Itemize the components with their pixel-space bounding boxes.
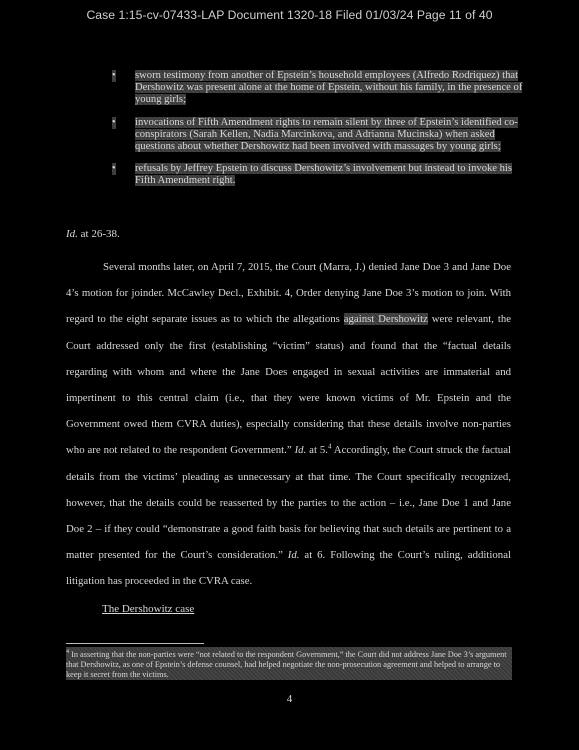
id-citation-pages: at 26-38. — [77, 228, 120, 240]
page-number: 4 — [286, 693, 293, 705]
paragraph-text-3: at 5. — [306, 444, 328, 457]
id-citation-italic: Id. — [66, 228, 78, 240]
footnote — [66, 647, 512, 680]
paragraph-text-4: Accordingly, the Court struck the factual details from the victims’ pleading as unnecessary at that time. The Court specifically recognized, however, that the details could be reasserted by the parties to the action – i.e., Jane Doe 1 and Jane Doe 2 – if they could “demonstrate a good faith basis for believing that such details are pertinent to a matter presented for the Court’s consideration.” — [66, 444, 511, 562]
footnote-divider — [66, 643, 204, 644]
bullet-item-fifth-amendment — [106, 117, 526, 154]
id-cite-inline-2: Id. — [287, 549, 300, 562]
footnote-number: 4 — [66, 649, 69, 655]
footnote-ref-link[interactable]: 4 — [327, 442, 332, 451]
bullet-text: sworn testimony from another of Epstein’s household employees (Alfredo Rodriquez) that Dershowitz was present alone at the home of Epstein, without his family, in the presence of young girls; — [135, 70, 523, 106]
bullet-text: refusals by Jeffrey Epstein to discuss Dershowitz’s involvement but instead to invoke his Fifth Amendment right. — [135, 163, 512, 187]
bullet-item-testimony — [106, 70, 526, 107]
paragraph-text-1: Several months later, on April 7, 2015, the Court (Marra, J.) denied Jane Doe 3 and Jane Doe 4’s motion for joinder. McCawley Decl., Exhibit. 4, Order denying Jane Doe 3’s motion to join. With regard to the eight separate issues as to which the allegations — [66, 261, 511, 326]
id-cite-inline-1: Id. — [294, 444, 307, 457]
paragraph-text-2: were relevant, the Court addressed only the first (establishing “victim” status) and found that the “factual details regarding with whom and where the Jane Does engaged in sexual activities are immaterial and impertinent to this central claim (i.e., that they were known victims of Mr. Epstein and the Government owed them CVRA duties), especially considering that these details involve non-parties who are not related to the respondent Government.” — [66, 313, 512, 457]
paragraph-text-5: at 6. Following the Court’s ruling, additional litigation has proceeded in the CVRA case. — [66, 549, 511, 588]
bullet-marker: • — [112, 116, 116, 128]
id-citation — [66, 228, 120, 240]
bullet-item-refusals — [106, 163, 526, 187]
body-paragraph — [66, 254, 511, 595]
bullet-marker: • — [112, 163, 116, 175]
paragraph-highlight: against Dershowitz — [343, 313, 428, 326]
bullet-marker: • — [112, 70, 116, 81]
section-heading: The Dershowitz case — [102, 603, 195, 615]
case-header: Case 1:15-cv-07433-LAP Document 1320-18 Filed 01/03/24 Page 11 of 40 — [86, 8, 493, 22]
bullet-list — [106, 70, 526, 198]
footnote-text: In asserting that the non-parties were “not related to the respondent Government,” the Court did not address Jane Doe 3’s argument that Dershowitz, as one of Epstein’s defense counsel, had helped negotiate the non-prosecution agreement and helped to arrange to keep it secret from the victims. — [66, 649, 507, 679]
bullet-text: invocations of Fifth Amendment rights to remain silent by three of Epstein’s identified co-conspirators (Sarah Kellen, Nadia Marcinkova, and Adrianna Mucinska) when asked questions about whether Dershowitz had been involved with massages by young girls; — [135, 116, 518, 153]
